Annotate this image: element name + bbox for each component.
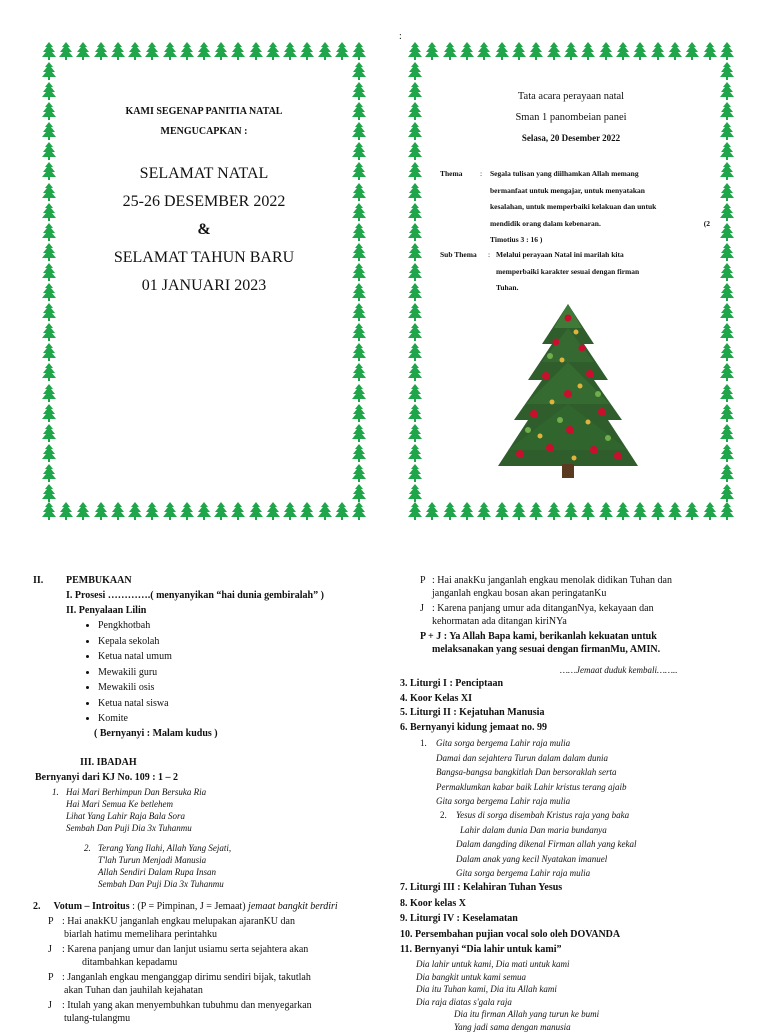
pine-tree-icon <box>231 42 245 60</box>
pine-tree-icon <box>266 42 280 60</box>
votum-legend: : (P = Pimpinan, J = Jemaat) <box>130 901 246 912</box>
pine-tree-icon <box>581 502 595 520</box>
pine-tree-icon <box>668 502 682 520</box>
pine-tree-icon <box>214 502 228 520</box>
pine-tree-icon <box>564 502 578 520</box>
pine-tree-icon <box>720 283 734 301</box>
card-border-top <box>408 42 734 60</box>
song-verse-1 <box>52 786 352 834</box>
pine-tree-icon <box>720 303 734 321</box>
theme-line: Segala tulisan yang diilhamkan Allah memang <box>490 166 710 183</box>
pine-tree-icon <box>495 42 509 60</box>
program-item: 10. Persembahan pujian vocal solo oleh DOVANDA <box>400 927 764 943</box>
pine-tree-icon <box>42 243 56 261</box>
verse-line: Allah Sendiri Dalam Rupa Insan <box>98 866 364 878</box>
pine-tree-icon <box>408 424 422 442</box>
pine-tree-icon <box>128 502 142 520</box>
verse-line: Sembah Dan Puji Dia 3x Tuhanmu <box>66 822 352 834</box>
pine-tree-icon <box>668 42 682 60</box>
pine-tree-icon <box>300 42 314 60</box>
pine-tree-icon <box>42 484 56 502</box>
pine-tree-icon <box>720 404 734 422</box>
subtheme-line: memperbaiki karakter sesuai dengan firman <box>496 264 710 281</box>
pine-tree-icon <box>720 464 734 482</box>
pine-tree-icon <box>720 142 734 160</box>
pine-tree-icon <box>720 203 734 221</box>
pine-tree-icon <box>408 484 422 502</box>
responsive-reading-right <box>420 574 760 658</box>
pine-tree-icon <box>720 502 734 520</box>
pine-tree-icon <box>408 303 422 321</box>
pine-tree-icon <box>145 42 159 60</box>
list-item: • Komite <box>98 711 298 727</box>
pine-tree-icon <box>59 42 73 60</box>
pine-tree-icon <box>283 502 297 520</box>
hymn-verse-1 <box>420 736 760 809</box>
reading-line: kehormatan ada ditangan kiriNYa <box>432 615 567 628</box>
card-border-left <box>408 62 422 502</box>
pine-tree-icon <box>443 42 457 60</box>
item-number: 2. <box>33 901 41 912</box>
hymn-verse-2 <box>440 808 760 881</box>
pine-tree-icon <box>720 122 734 140</box>
candle-lighting-item: II. Penyalaan Lilin <box>66 604 146 617</box>
pine-tree-icon <box>352 384 366 402</box>
verse-line: Hai Mari Semua Ke betlehem <box>66 798 352 810</box>
pine-tree-icon <box>352 102 366 120</box>
song-title: Bernyanyi dari KJ No. 109 : 1 – 2 <box>35 771 178 784</box>
pine-tree-icon <box>408 363 422 381</box>
pine-tree-icon <box>408 263 422 281</box>
pine-tree-icon <box>42 283 56 301</box>
pine-tree-icon <box>651 502 665 520</box>
pine-tree-icon <box>443 502 457 520</box>
pine-tree-icon <box>352 42 366 60</box>
theme-label: Thema <box>440 166 463 183</box>
pine-tree-icon <box>720 62 734 80</box>
song-verse-2 <box>84 842 364 890</box>
pine-tree-icon <box>408 404 422 422</box>
program-items-b <box>400 880 764 958</box>
pine-tree-icon <box>42 384 56 402</box>
pine-tree-icon <box>42 62 56 80</box>
program-item: 6. Bernyanyi kidung jemaat no. 99 <box>400 721 760 736</box>
pine-tree-icon <box>685 502 699 520</box>
card-border-top <box>42 42 366 60</box>
list-item: • Mewakili osis <box>98 680 298 696</box>
song-note: ( Bernyanyi : Malam kudus ) <box>94 727 218 740</box>
subtheme-line: Tuhan. <box>496 280 710 297</box>
pine-tree-icon <box>720 102 734 120</box>
pine-tree-icon <box>408 444 422 462</box>
pine-tree-icon <box>512 502 526 520</box>
speaker-tag: J <box>48 999 52 1012</box>
greeting-new-year: SELAMAT TAHUN BARU <box>62 244 346 272</box>
pine-tree-icon <box>318 502 332 520</box>
pine-tree-icon <box>408 62 422 80</box>
pine-tree-icon <box>720 444 734 462</box>
pine-tree-icon <box>408 162 422 180</box>
theme-reference-a: (2 <box>704 216 710 233</box>
pine-tree-icon <box>547 502 561 520</box>
pine-tree-icon <box>180 502 194 520</box>
speaker-tag: J <box>48 943 52 956</box>
pine-tree-icon <box>408 243 422 261</box>
pine-tree-icon <box>529 502 543 520</box>
school-name: Sman 1 panombeian panei <box>428 107 714 128</box>
responsive-reading-left <box>44 915 370 1027</box>
pine-tree-icon <box>352 424 366 442</box>
pine-tree-icon <box>42 142 56 160</box>
pine-tree-icon <box>720 323 734 341</box>
pine-tree-icon <box>352 484 366 502</box>
pine-tree-icon <box>352 162 366 180</box>
pine-tree-icon <box>408 102 422 120</box>
christmas-date: 25-26 DESEMBER 2022 <box>62 188 346 216</box>
pine-tree-icon <box>352 363 366 381</box>
speaker-tag: J <box>420 602 424 615</box>
pine-tree-icon <box>42 424 56 442</box>
reading-line: janganlah engkau bosan akan peringatanKu <box>432 587 606 600</box>
pine-tree-icon <box>720 162 734 180</box>
list-item: • Kepala sekolah <box>98 634 298 650</box>
congregation-sit-note: ……Jemaat duduk kembali…….. <box>560 664 677 676</box>
reading-line: : Karena panjang umur dan lanjut usiamu serta sejahtera akan <box>62 943 368 956</box>
pine-tree-icon <box>460 42 474 60</box>
pine-tree-icon <box>352 502 366 520</box>
pine-tree-icon <box>42 203 56 221</box>
pine-tree-icon <box>352 243 366 261</box>
verse-line: T'lah Turun Menjadi Manusia <box>98 854 364 866</box>
pine-tree-icon <box>42 122 56 140</box>
pine-tree-icon <box>460 502 474 520</box>
pine-tree-icon <box>249 502 263 520</box>
speaker-tag: P <box>48 915 54 928</box>
pine-tree-icon <box>42 343 56 361</box>
pine-tree-icon <box>720 424 734 442</box>
section-title: PEMBUKAAN <box>66 574 132 587</box>
pine-tree-icon <box>599 502 613 520</box>
pine-tree-icon <box>42 82 56 100</box>
pine-tree-icon <box>685 42 699 60</box>
theme-reference-b: Timotius 3 : 16 ) <box>490 232 710 249</box>
pine-tree-icon <box>408 223 422 241</box>
program-date: Selasa, 20 Desember 2022 <box>428 132 714 144</box>
reading-line: : Itulah yang akan menyembuhkan tubuhmu dan menyegarkan <box>62 999 368 1012</box>
program-item: 7. Liturgi III : Kelahiran Tuhan Yesus <box>400 880 764 896</box>
pine-tree-icon <box>352 283 366 301</box>
pine-tree-icon <box>408 323 422 341</box>
pine-tree-icon <box>720 484 734 502</box>
pine-tree-icon <box>425 502 439 520</box>
pine-tree-icon <box>111 502 125 520</box>
pine-tree-icon <box>720 82 734 100</box>
pine-tree-icon <box>495 502 509 520</box>
pine-tree-icon <box>352 343 366 361</box>
pine-tree-icon <box>283 42 297 60</box>
verse-line: Damai dan sejahtera Turun dalam dalam dunia <box>436 751 760 766</box>
theme-colon: : <box>480 166 482 183</box>
pine-tree-icon <box>335 42 349 60</box>
theme-line: mendidik orang dalam kebenaran. <box>490 219 601 228</box>
pine-tree-icon <box>408 122 422 140</box>
pine-tree-icon <box>145 502 159 520</box>
card-border-right <box>720 62 734 502</box>
pine-tree-icon <box>197 42 211 60</box>
pine-tree-icon <box>42 502 56 520</box>
pine-tree-icon <box>352 122 366 140</box>
pine-tree-icon <box>352 142 366 160</box>
pine-tree-icon <box>76 502 90 520</box>
program-item: 4. Koor Kelas XI <box>400 692 760 707</box>
theme-line: bermanfaat untuk mengajar, untuk menyatakan <box>490 183 710 200</box>
verse-number: 2. <box>84 842 91 854</box>
pine-tree-icon <box>42 183 56 201</box>
speaker-tag: P <box>420 574 426 587</box>
pine-tree-icon <box>42 323 56 341</box>
lyric-line: Dia itu Tuhan kami, Dia itu Allah kami <box>416 983 756 996</box>
program-item: 11. Bernyanyi “Dia lahir untuk kami” <box>400 942 764 958</box>
pine-tree-icon <box>266 502 280 520</box>
procession-item: I. Prosesi ………….( menyanyikan “hai dunia gembiralah” ) <box>66 589 324 602</box>
pine-tree-icon <box>300 502 314 520</box>
verse-line: Gita sorga bergema Lahir raja mulia <box>456 866 760 881</box>
reading-line: : Hai anakKu janganlah engkau menolak didikan Tuhan dan <box>432 574 672 587</box>
pine-tree-icon <box>408 384 422 402</box>
lyric-line: Yang jadi sama dengan manusia <box>454 1021 756 1033</box>
votum-instruction: jemaat bangkit berdiri <box>246 901 338 912</box>
pine-tree-icon <box>408 502 422 520</box>
card-border-bottom <box>408 502 734 520</box>
pine-tree-icon <box>42 464 56 482</box>
pine-tree-icon <box>408 343 422 361</box>
verse-line: Gita sorga bergema Lahir raja mulia <box>436 794 760 809</box>
list-item: • Ketua natal siswa <box>98 696 298 712</box>
pine-tree-icon <box>408 183 422 201</box>
section-number: II. <box>33 574 43 587</box>
pine-tree-icon <box>352 404 366 422</box>
card-border-bottom <box>42 502 366 520</box>
pine-tree-icon <box>408 203 422 221</box>
pine-tree-icon <box>94 502 108 520</box>
pine-tree-icon <box>616 42 630 60</box>
reading-line: biarlah hatimu memelihara perintahku <box>64 928 217 941</box>
speaker-tag: P <box>48 971 54 984</box>
corner-mark: : <box>399 30 402 43</box>
order-of-service-left <box>0 570 384 1024</box>
votum-heading <box>33 900 338 913</box>
reading-line: akan Tuhan dan jauhilah kejahatan <box>64 984 203 997</box>
pine-tree-icon <box>599 42 613 60</box>
pine-tree-icon <box>547 42 561 60</box>
pine-tree-icon <box>720 343 734 361</box>
program-item: 3. Liturgi I : Penciptaan <box>400 677 760 692</box>
program-items-a <box>400 677 760 735</box>
pine-tree-icon <box>180 42 194 60</box>
christmas-tree-image <box>490 298 646 484</box>
pine-tree-icon <box>529 42 543 60</box>
greeting-card <box>42 42 366 520</box>
pine-tree-icon <box>720 384 734 402</box>
new-year-date: 01 JANUARI 2023 <box>62 272 346 300</box>
order-of-service-right <box>384 570 768 1024</box>
pine-tree-icon <box>703 42 717 60</box>
subtheme-line: Melalui perayaan Natal ini marilah kita <box>496 247 710 264</box>
reading-line: : Karena panjang umur ada ditanganNya, kekayaan dan <box>432 602 654 615</box>
ampersand: & <box>62 216 346 244</box>
pine-tree-icon <box>42 444 56 462</box>
lyric-line: Dia lahir untuk kami, Dia mati untuk kami <box>416 958 756 971</box>
verse-line: Lahir dalam dunia Dan maria bundanya <box>456 823 760 838</box>
verse-line: Yesus di sorga disembah Kristus raja yang baka <box>456 808 760 823</box>
pine-tree-icon <box>564 42 578 60</box>
verse-number: 2. <box>440 808 447 823</box>
pine-tree-icon <box>352 323 366 341</box>
pine-tree-icon <box>128 42 142 60</box>
list-item: • Ketua natal umum <box>98 649 298 665</box>
verse-line: Dalam anak yang kecil Nyatakan imanuel <box>456 852 760 867</box>
pine-tree-icon <box>633 502 647 520</box>
pine-tree-icon <box>581 42 595 60</box>
pine-tree-icon <box>408 464 422 482</box>
votum-title: Votum – Introitus <box>54 901 130 912</box>
pine-tree-icon <box>352 62 366 80</box>
pine-tree-icon <box>408 283 422 301</box>
verse-line: Terang Yang Ilahi, Allah Yang Sejati, <box>98 842 364 854</box>
pine-tree-icon <box>477 502 491 520</box>
verse-line: Gita sorga bergema Lahir raja mulia <box>436 736 760 751</box>
pine-tree-icon <box>42 162 56 180</box>
pine-tree-icon <box>352 203 366 221</box>
pine-tree-icon <box>408 82 422 100</box>
pine-tree-icon <box>76 42 90 60</box>
prayer-line: P + J : Ya Allah Bapa kami, berikanlah kekuatan untuk <box>420 630 657 643</box>
pine-tree-icon <box>512 42 526 60</box>
pine-tree-icon <box>703 502 717 520</box>
candle-lighters-list <box>80 618 298 727</box>
pine-tree-icon <box>214 42 228 60</box>
pine-tree-icon <box>42 223 56 241</box>
pine-tree-icon <box>352 464 366 482</box>
program-title: Tata acara perayaan natal <box>428 86 714 107</box>
pine-tree-icon <box>477 42 491 60</box>
greeting-christmas: SELAMAT NATAL <box>62 160 346 188</box>
intro-line-2: MENGUCAPKAN : <box>62 122 346 142</box>
pine-tree-icon <box>616 502 630 520</box>
program-item: 5. Liturgi II : Kejatuhan Manusia <box>400 706 760 721</box>
pine-tree-icon <box>111 42 125 60</box>
pine-tree-icon <box>163 42 177 60</box>
pine-tree-icon <box>720 183 734 201</box>
pine-tree-icon <box>408 42 422 60</box>
pine-tree-icon <box>59 502 73 520</box>
prayer-line: melaksanakan yang sesuai dengan firmanMu, AMIN. <box>432 643 660 656</box>
pine-tree-icon <box>94 42 108 60</box>
verse-number: 1. <box>52 786 59 798</box>
list-item: • Mewakili guru <box>98 665 298 681</box>
pine-tree-icon <box>633 42 647 60</box>
pine-tree-icon <box>352 303 366 321</box>
card-border-right <box>352 62 366 502</box>
verse-line: Lihat Yang Lahir Raja Bala Sora <box>66 810 352 822</box>
section-title: III. IBADAH <box>80 756 137 769</box>
pine-tree-icon <box>720 223 734 241</box>
pine-tree-icon <box>352 82 366 100</box>
pine-tree-icon <box>720 263 734 281</box>
subtheme-label: Sub Thema <box>440 247 477 264</box>
pine-tree-icon <box>197 502 211 520</box>
pine-tree-icon <box>42 363 56 381</box>
pine-tree-icon <box>42 404 56 422</box>
pine-tree-icon <box>335 502 349 520</box>
pine-tree-icon <box>318 42 332 60</box>
pine-tree-icon <box>720 42 734 60</box>
pine-tree-icon <box>352 183 366 201</box>
pine-tree-icon <box>352 263 366 281</box>
pine-tree-icon <box>231 502 245 520</box>
pine-tree-icon <box>352 444 366 462</box>
verse-line: Hai Mari Berhimpun Dan Bersuka Ria <box>66 786 352 798</box>
reading-line: ditambahkan kepadamu <box>82 956 177 969</box>
lyric-line: Dia itu firman Allah yang turun ke bumi <box>454 1008 756 1021</box>
lyric-line: Dia raja diatas s'gala raja <box>416 996 756 1009</box>
pine-tree-icon <box>42 263 56 281</box>
card-border-left <box>42 62 56 502</box>
pine-tree-icon <box>42 102 56 120</box>
subtheme-colon: : <box>488 247 490 264</box>
program-item: 9. Liturgi IV : Keselamatan <box>400 911 764 927</box>
verse-line: Dalam dangding dikenal Firman allah yang kekal <box>456 837 760 852</box>
pine-tree-icon <box>42 303 56 321</box>
pine-tree-icon <box>425 42 439 60</box>
pine-tree-icon <box>163 502 177 520</box>
pine-tree-icon <box>249 42 263 60</box>
pine-tree-icon <box>720 363 734 381</box>
reading-line: : Hai anakKU janganlah engkau melupakan ajaranKU dan <box>62 915 368 928</box>
reading-line: tulang-tulangmu <box>64 1012 130 1025</box>
pine-tree-icon <box>408 142 422 160</box>
lyric-line: Dia bangkit untuk kami semua <box>416 971 756 984</box>
intro-line-1: KAMI SEGENAP PANITIA NATAL <box>62 102 346 122</box>
verse-line: Permaklumkan kabar baik Lahir kristus terang ajaib <box>436 780 760 795</box>
pine-tree-icon <box>651 42 665 60</box>
pine-tree-icon <box>42 42 56 60</box>
verse-line: Sembah Dan Puji Dia 3x Tuhanmu <box>98 878 364 890</box>
verse-line: Bangsa-bangsa bangkitlah Dan bersoraklah serta <box>436 765 760 780</box>
reading-line: : Janganlah engkau menganggap dirimu sendiri bijak, takutlah <box>62 971 368 984</box>
verse-number: 1. <box>420 736 427 751</box>
program-card <box>408 42 734 520</box>
pine-tree-icon <box>352 223 366 241</box>
pine-tree-icon <box>720 243 734 261</box>
list-item: • Pengkhotbah <box>98 618 298 634</box>
song-lyrics <box>416 958 756 1033</box>
program-item: 8. Koor kelas X <box>400 896 764 912</box>
theme-line: kesalahan, untuk memperbaiki kelakuan dan untuk <box>490 199 710 216</box>
